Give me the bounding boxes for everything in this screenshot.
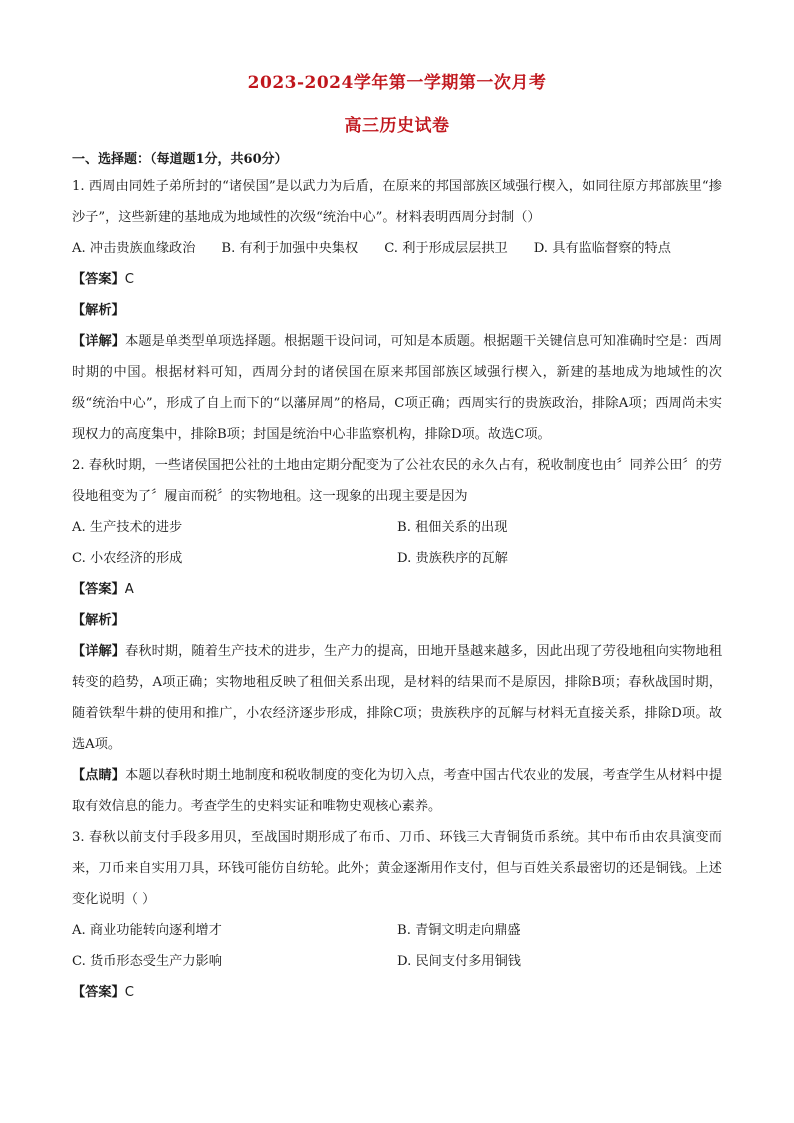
exam-title: 2023-2024学年第一学期第一次月考 xyxy=(247,73,547,93)
question-2-option-b: B. 租佃关系的出现 xyxy=(397,520,508,535)
question-1-stem: 1. 西周由同姓子弟所封的“诸侯国”是以武力为后盾，在原来的邦国部族区域强行楔入，如同往原方邦部族里“掺沙子”，这些新建的基地成为地域性的次级“统治中心”。材料表明西周分封制（） xyxy=(72,179,722,225)
question-3-option-d: D. 民间支付多用铜钱 xyxy=(397,954,521,969)
question-2-stem: 2. 春秋时期，一些诸侯国把公社的土地由定期分配变为了公社农民的永久占有，税收制度也由〞同养公田〞的劳役地租变为了〞履亩而税〞的实物地租。这一现象的出现主要是因为 xyxy=(72,458,722,504)
answer-label: 【答案】 xyxy=(72,272,125,287)
question-1-analysis xyxy=(72,295,722,326)
question-3-option-b: B. 青铜文明走向鼎盛 xyxy=(397,923,521,938)
analysis-label: 【解析】 xyxy=(72,613,125,628)
detail-label: 【详解】 xyxy=(72,334,126,349)
question-2-option-c: C. 小农经济的形成 xyxy=(72,551,183,566)
detail-label: 【详解】 xyxy=(72,644,126,659)
exam-subtitle: 高三历史试卷 xyxy=(344,116,450,136)
detail-text: 春秋时期，随着生产技术的进步，生产力的提高，田地开垦越来越多，因此出现了劳役地租向实物地租转变的趋势，A项正确；实物地租反映了租佃关系出现，是材料的结果而不是原因，排除B项；春秋战国时期，随着铁犁牛耕的使用和推广，小农经济逐步形成，排除C项；贵族秩序的瓦解与材料无直接关系，排除D项。故选A项。 xyxy=(72,644,723,752)
question-3-stem: 3. 春秋以前支付手段多用贝，至战国时期形成了布币、刀币、环钱三大青铜货币系统。其中布币由农具演变而来，刀币来自实用刀具，环钱可能仿自纺轮。此外；黄金逐渐用作支付，但与百姓关系最密切的还是铜钱。上述变化说明（ ） xyxy=(72,830,722,907)
question-2-analysis xyxy=(72,605,722,636)
question-1-answer xyxy=(72,264,722,295)
comment-text: 本题以春秋时期土地制度和税收制度的变化为切入点，考查中国古代农业的发展，考查学生从材料中提取有效信息的能力。考查学生的史料实证和唯物史观核心素养。 xyxy=(72,768,723,814)
comment-label: 【点睛】 xyxy=(72,768,126,783)
question-2-options xyxy=(72,512,722,574)
question-3-answer xyxy=(72,977,722,1008)
section-heading: 一、选择题：（每道题1分，共60分） xyxy=(72,152,288,167)
answer-label: 【答案】 xyxy=(72,582,125,597)
question-1-option-d: D. 具有监临督察的特点 xyxy=(533,241,671,256)
question-2-comment xyxy=(72,760,722,822)
question-3-option-c: C. 货币形态受生产力影响 xyxy=(72,954,222,969)
question-1-detail xyxy=(72,326,722,450)
question-2-detail xyxy=(72,636,722,760)
question-3-options xyxy=(72,915,722,977)
question-3-option-a: A. 商业功能转向逐利增才 xyxy=(72,923,222,938)
answer-value: C xyxy=(124,272,134,287)
exam-page xyxy=(72,70,722,1008)
question-1-options xyxy=(72,233,722,264)
question-1-option-a: A. 冲击贵族血缘政治 xyxy=(72,241,196,256)
answer-value: A xyxy=(124,582,134,597)
analysis-label: 【解析】 xyxy=(72,303,125,318)
question-1-option-b: B. 有利于加强中央集权 xyxy=(221,241,359,256)
detail-text: 本题是单类型单项选择题。根据题干设问词，可知是本质题。根据题干关键信息可知准确时空是：西周时期的中国。根据材料可知，西周分封的诸侯国在原来邦国部族区域强行楔入，新建的基地成为地域性的次级“统治中心”，形成了自上而下的“以藩屏周”的格局，C项正确；西周实行的贵族政治，排除A项；西周尚未实现权力的高度集中，排除B项；封国是统治中心非监察机构，排除D项。故选C项。 xyxy=(72,334,723,442)
answer-value: C xyxy=(124,985,134,1000)
answer-label: 【答案】 xyxy=(72,985,125,1000)
question-2-option-d: D. 贵族秩序的瓦解 xyxy=(397,551,508,566)
question-2-option-a: A. 生产技术的进步 xyxy=(72,520,183,535)
question-2-answer xyxy=(72,574,722,605)
question-1-option-c: C. 利于形成层层拱卫 xyxy=(384,241,508,256)
